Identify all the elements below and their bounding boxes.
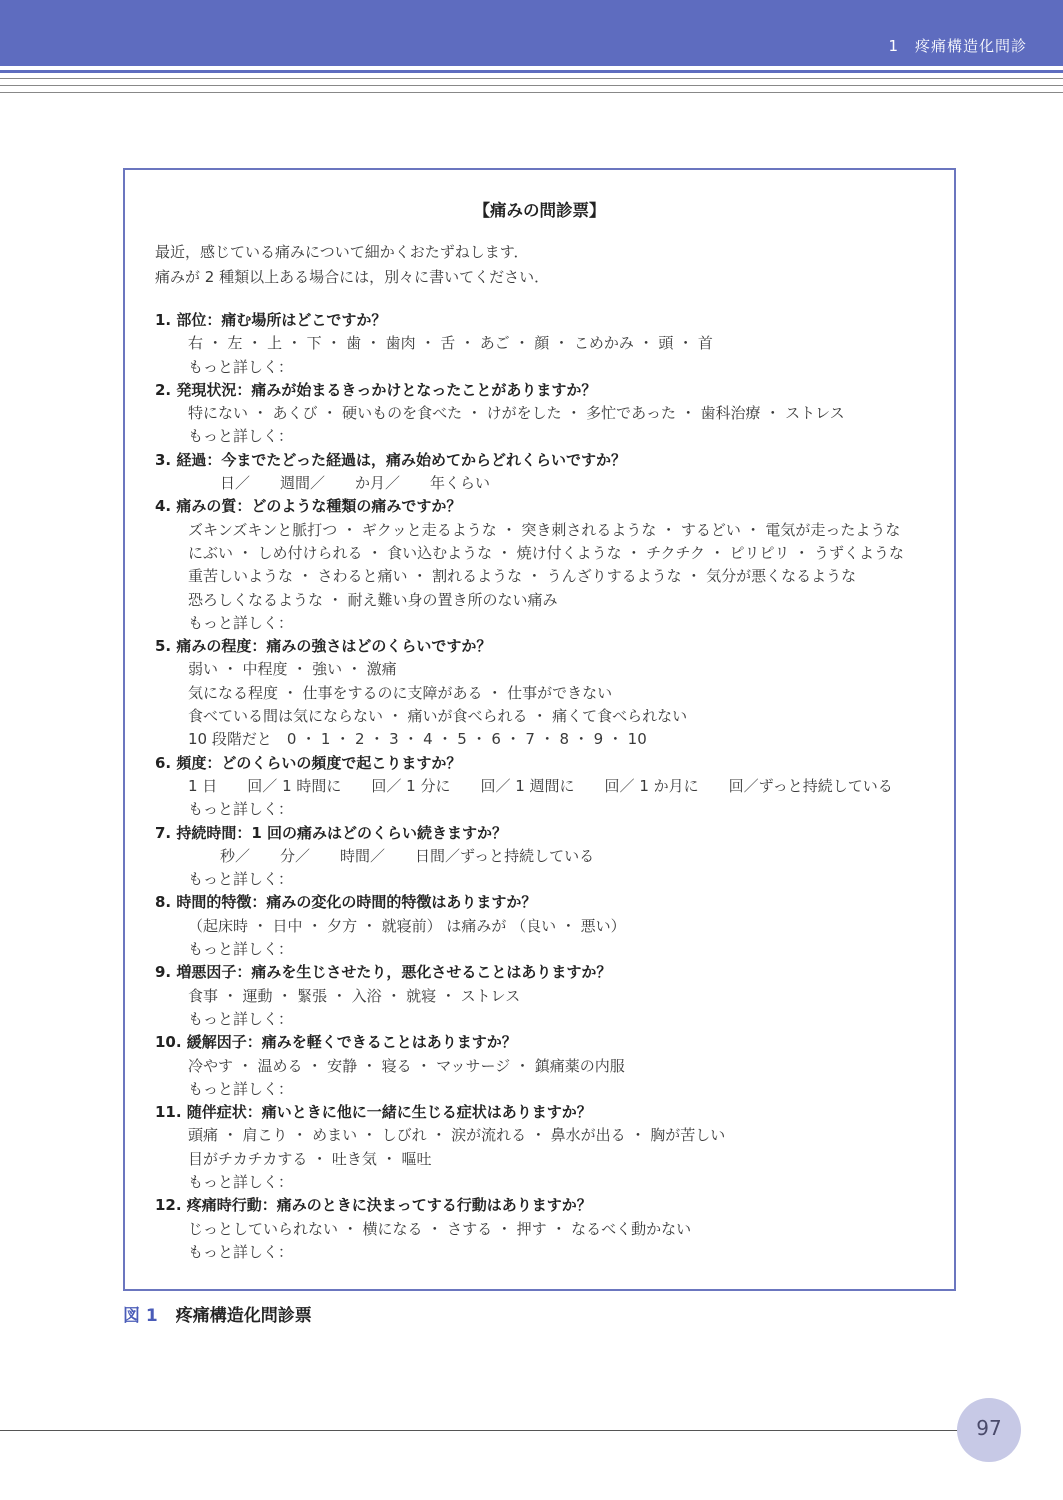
question-answer-line: 冷やす ・ 温める ・ 安静 ・ 寝る ・ マッサージ ・ 鎮痛薬の内服 — [188, 1056, 625, 1075]
header-rule — [0, 78, 1063, 79]
form-title: 【痛みの問診票】 — [473, 201, 606, 220]
question-item — [155, 1194, 945, 1264]
question-item — [155, 495, 945, 635]
question-answer-line: 食べている間は気にならない ・ 痛いが食べられる ・ 痛くて食べられない — [188, 707, 688, 726]
header-band — [0, 0, 1063, 66]
intro-text — [155, 240, 549, 290]
question-answer-line: 頭痛 ・ 肩こり ・ めまい ・ しびれ ・ 涙が流れる ・ 鼻水が出る ・ 胸が苦しい — [188, 1126, 726, 1145]
questionnaire-box — [123, 168, 956, 1291]
page-number: 97 — [976, 1416, 1002, 1440]
question-list — [155, 309, 945, 1264]
question-title: 8. 時間的特徴：痛みの変化の時間的特徴はありますか？ — [155, 893, 537, 912]
question-answer-line: 特にない ・ あくび ・ 硬いものを食べた ・ けがをした ・ 多忙であった ・ 歯科治療 ・ ストレス — [188, 404, 845, 423]
question-answer-line: もっと詳しく： — [188, 800, 294, 819]
figure-caption — [123, 1301, 312, 1326]
question-title: 10. 緩解因子：痛みを軽くできることはありますか？ — [155, 1033, 517, 1052]
question-answer-line: 気になる程度 ・ 仕事をするのに支障がある ・ 仕事ができない — [188, 683, 613, 702]
question-answer-line: 食事 ・ 運動 ・ 緊張 ・ 入浴 ・ 就寝 ・ ストレス — [188, 986, 521, 1005]
question-title: 2. 発現状況：痛みが始まるきっかけとなったことがありますか？ — [155, 380, 597, 399]
question-item — [155, 635, 945, 751]
question-answer-line: もっと詳しく： — [188, 1009, 294, 1028]
question-answer-line: もっと詳しく： — [188, 1079, 294, 1098]
header-rule — [0, 70, 1063, 73]
question-title: 11. 随伴症状：痛いときに他に一緒に生じる症状はありますか？ — [155, 1103, 592, 1122]
question-answer-line: もっと詳しく： — [188, 427, 294, 446]
question-answer-line: もっと詳しく： — [188, 1172, 294, 1191]
question-answer-line: 重苦しいような ・ さわると痛い ・ 割れるような ・ うんざりするような ・ 気分が悪くなるような — [188, 567, 857, 586]
header-rule — [0, 85, 1063, 86]
figure-caption-text: 疼痛構造化問診票 — [175, 1306, 312, 1326]
question-answer-line: 恐ろしくなるような ・ 耐え難い身の置き所のない痛み — [188, 590, 558, 609]
question-item — [155, 449, 945, 496]
question-answer-line: もっと詳しく： — [188, 613, 294, 632]
question-answer-line: もっと詳しく： — [188, 1242, 294, 1261]
header-rule — [0, 92, 1063, 93]
question-answer-line: 日／ 週間／ か月／ 年くらい — [220, 474, 491, 493]
question-answer-line: じっとしていられない ・ 横になる ・ さする ・ 押す ・ なるべく動かない — [188, 1219, 692, 1238]
question-title: 12. 疼痛時行動：痛みのときに決まってする行動はありますか？ — [155, 1196, 592, 1215]
question-title: 6. 頻度：どのくらいの頻度で起こりますか？ — [155, 753, 462, 772]
intro-line: 痛みが 2 種類以上ある場合には，別々に書いてください． — [155, 268, 550, 286]
question-answer-line: もっと詳しく： — [188, 357, 294, 376]
question-answer-line: にぶい ・ しめ付けられる ・ 食い込むような ・ 焼け付くような ・ チクチク ・ ピリピリ ・ うずくような — [188, 543, 905, 562]
question-item — [155, 822, 945, 892]
question-answer-line: ズキンズキンと脈打つ ・ ギクッと走るような ・ 突き刺されるような ・ するどい ・ 電気が走ったような — [188, 520, 901, 539]
question-answer-line: 弱い ・ 中程度 ・ 強い ・ 激痛 — [188, 660, 397, 679]
question-title: 7. 持続時間：1 回の痛みはどのくらい続きますか？ — [155, 823, 508, 842]
question-answer-line: 1 日 回／ 1 時間に 回／ 1 分に 回／ 1 週間に 回／ 1 か月に 回／ずっと持続している — [188, 776, 893, 795]
page-number-badge — [957, 1398, 1021, 1462]
question-title: 9. 増悪因子：痛みを生じさせたり，悪化させることはありますか？ — [155, 963, 612, 982]
question-item — [155, 752, 945, 822]
question-title: 3. 経過：今までたどった経過は，痛み始めてからどれくらいですか？ — [155, 450, 627, 469]
running-header: 1 疼痛構造化問診 — [888, 37, 1027, 55]
question-answer-line: 右 ・ 左 ・ 上 ・ 下 ・ 歯 ・ 歯肉 ・ 舌 ・ あご ・ 顔 ・ こめかみ ・ 頭 ・ 首 — [188, 334, 713, 353]
question-title: 1. 部位：痛む場所はどこですか？ — [155, 311, 387, 329]
question-title: 4. 痛みの質：どのような種類の痛みですか？ — [155, 497, 462, 516]
question-title: 5. 痛みの程度：痛みの強さはどのくらいですか？ — [155, 637, 492, 656]
question-answer-line: 秒／ 分／ 時間／ 日間／ずっと持続している — [220, 846, 595, 865]
question-item — [155, 379, 945, 449]
question-answer-line: 10 段階だと 0 ・ 1 ・ 2 ・ 3 ・ 4 ・ 5 ・ 6 ・ 7 ・ 8 ・ 9 ・ 10 — [188, 730, 647, 749]
question-answer-line: 目がチカチカする ・ 吐き気 ・ 嘔吐 — [188, 1149, 432, 1168]
question-item — [155, 309, 945, 379]
question-answer-line: もっと詳しく： — [188, 940, 294, 959]
question-item — [155, 1031, 945, 1101]
question-item — [155, 961, 945, 1031]
footer-rule — [0, 1430, 975, 1431]
question-item — [155, 891, 945, 961]
question-answer-line: （起床時 ・ 日中 ・ 夕方 ・ 就寝前） は痛みが （良い ・ 悪い） — [188, 916, 626, 935]
figure-label: 図 1 — [123, 1306, 158, 1326]
question-answer-line: もっと詳しく： — [188, 870, 294, 889]
intro-line: 最近，感じている痛みについて細かくおたずねします． — [155, 243, 529, 261]
question-item — [155, 1101, 945, 1194]
